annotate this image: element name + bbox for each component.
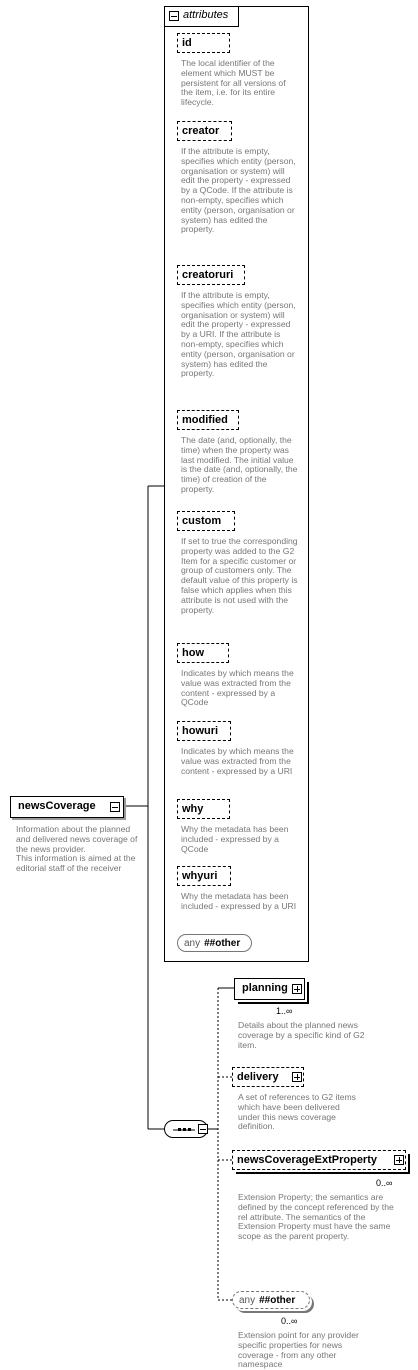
any-element-wildcard[interactable] (232, 1291, 310, 1309)
attribute-name: how (182, 647, 204, 659)
occurrence-label: 0..∞ (376, 1178, 393, 1188)
any-keyword: any (239, 1294, 256, 1306)
attribute-description: Why the metadata has been included - expressed by a URI (181, 891, 297, 911)
expand-icon[interactable] (292, 984, 302, 994)
attribute-description: Indicates by which means the value was extracted from the content - expressed by a URI (181, 746, 294, 776)
element-delivery[interactable] (232, 1067, 304, 1087)
any-namespace: ##other (259, 1294, 296, 1306)
attribute-description: The date (and, optionally, the time) when the property was last modified. The initial value is the date (and, optionally, the time) of creation of the property. (181, 435, 298, 494)
root-element-name: newsCoverage (18, 800, 96, 812)
attribute-creatoruri[interactable] (177, 265, 245, 285)
attribute-name: creatoruri (182, 269, 234, 281)
attribute-custom[interactable] (177, 511, 235, 531)
attribute-name: whyuri (182, 870, 218, 882)
attribute-name: id (182, 37, 192, 49)
root-description: Information about the planned and delivered news coverage of the news provider. This information is aimed at the editorial staff of the receiver (16, 824, 138, 874)
attributes-collapse-icon[interactable] (169, 11, 179, 21)
attribute-name: custom (182, 515, 222, 527)
attribute-modified[interactable] (177, 410, 239, 430)
occurrence-label: 0..∞ (281, 1316, 298, 1326)
element-newscoverageextproperty[interactable] (232, 1150, 406, 1170)
attribute-name: creator (182, 125, 220, 137)
attribute-name: why (182, 803, 204, 815)
sequence-icon (173, 1128, 195, 1132)
element-name: delivery (237, 1071, 279, 1083)
attribute-description: If the attribute is empty, specifies which entity (person, organisation or system) will edit the property - expressed by a URI. If the attribute is non-empty, specifies which entity (person, organisation or system) has edited the property. (181, 290, 296, 379)
element-description: Details about the planned news coverage by a specific kind of G2 item. (238, 1020, 365, 1050)
attribute-name: howuri (182, 725, 219, 737)
collapse-toggle-icon[interactable] (110, 802, 120, 812)
any-attribute-wildcard[interactable] (177, 934, 252, 952)
element-name: newsCoverageExtProperty (237, 1154, 377, 1166)
attribute-description: If the attribute is empty, specifies which entity (person, organisation or system) will edit the property - expressed by a QCode. If the attribute is non-empty, specifies which entity (person, organisation or system) has edited the property. (181, 146, 296, 235)
attribute-creator[interactable] (177, 121, 232, 141)
element-description: Extension Property; the semantics are defined by the concept referenced by the rel attribute. The semantics of the Extension Property must have the same scope as the parent property. (238, 1192, 394, 1242)
root-element-box[interactable] (10, 796, 124, 818)
expand-icon[interactable] (292, 1072, 302, 1082)
attributes-title: attributes (183, 9, 229, 21)
element-description: Extension point for any provider specific properties for news coverage - from any other namespace (238, 1330, 359, 1370)
attribute-how[interactable] (177, 643, 229, 663)
attribute-whyuri[interactable] (177, 866, 231, 886)
element-description: A set of references to G2 items which have been delivered under this news coverage definition. (238, 1092, 356, 1132)
sequence-collapse-icon[interactable] (198, 1124, 208, 1134)
attribute-description: Why the metadata has been included - expressed by a QCode (181, 824, 289, 854)
attribute-description: The local identifier of the element which MUST be persistent for all versions of the item, i.e. for its entire lifecycle. (181, 58, 286, 108)
any-namespace: ##other (204, 937, 241, 949)
any-keyword: any (184, 937, 201, 949)
attribute-description: Indicates by which means the value was extracted from the content - expressed by a QCode (181, 668, 294, 708)
element-name: planning (242, 982, 288, 994)
expand-icon[interactable] (394, 1155, 404, 1165)
attribute-id[interactable] (177, 33, 230, 53)
element-planning[interactable] (234, 978, 305, 1000)
attribute-name: modified (182, 414, 228, 426)
attribute-why[interactable] (177, 799, 230, 819)
attribute-description: If set to true the corresponding property was added to the G2 Item for a specific customer or group of customers only. The default value of this property is false which applies when this attribute is not used with the property. (181, 536, 298, 615)
attributes-header (165, 7, 239, 27)
occurrence-label: 1..∞ (276, 1006, 293, 1016)
attribute-howuri[interactable] (177, 721, 231, 741)
